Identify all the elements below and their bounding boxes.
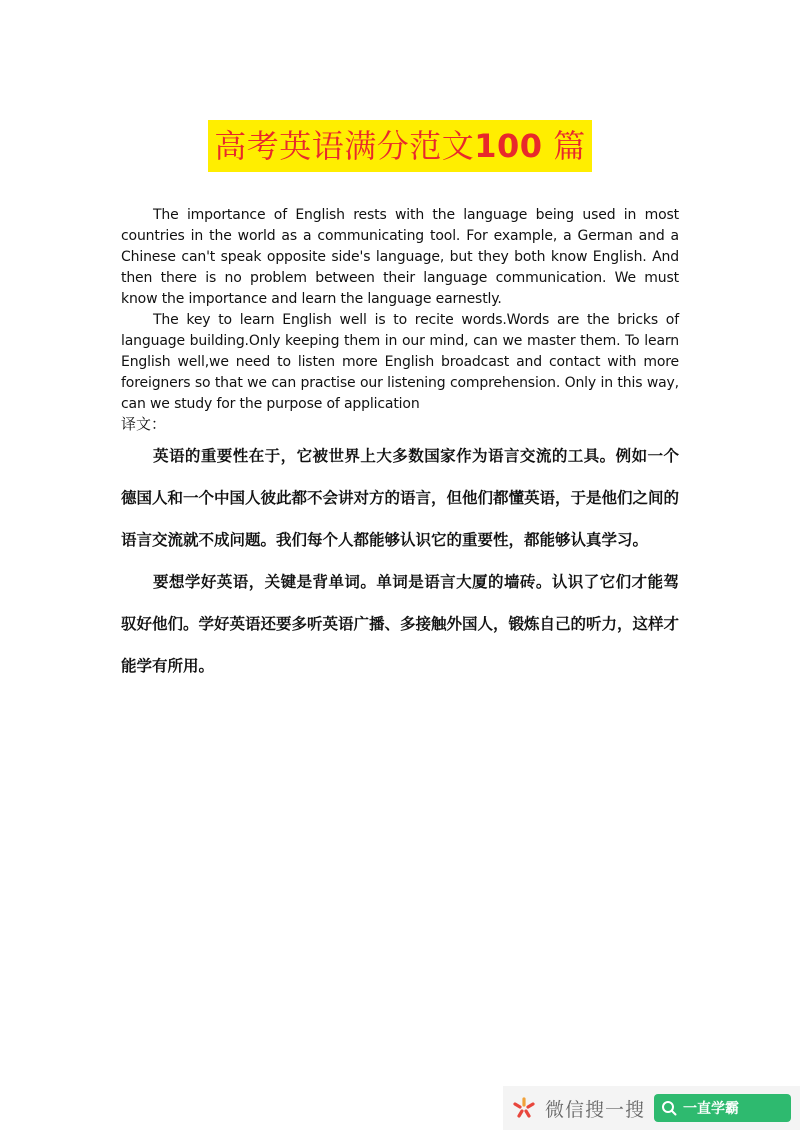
english-essay — [121, 205, 679, 415]
translation-label: 译文： — [121, 415, 167, 433]
title-container — [0, 120, 800, 172]
search-button-label: 一直学霸 — [683, 1101, 739, 1117]
watermark-text: 微信搜一搜 — [545, 1098, 646, 1121]
chinese-translation — [121, 435, 679, 687]
chinese-paragraph: 要想学好英语，关键是背单词。单词是语言大厦的墙砖。认识了它们才能驾驭好他们。学好英语还要多听英语广播、多接触外国人，锻炼自己的听力，这样才能学有所用。 — [121, 572, 680, 675]
chinese-paragraph: 英语的重要性在于，它被世界上大多数国家作为语言交流的工具。例如一个德国人和一个中国人彼此都不会讲对方的语言，但他们都懂英语，于是他们之间的语言交流就不成问题。我们每个人都能够认识它的重要性，都能够认真学习。 — [121, 446, 680, 549]
search-icon — [661, 1100, 677, 1116]
wechat-search-watermark — [503, 1086, 800, 1130]
search-account-button[interactable] — [654, 1094, 791, 1122]
document-title — [208, 120, 592, 172]
title-number: 100 — [474, 127, 543, 165]
wechat-search-logo-icon — [511, 1095, 537, 1121]
title-suffix: 篇 — [553, 127, 586, 165]
english-paragraph: The key to learn English well is to recite words.Words are the bricks of language building.Only keeping them in our mind, can we master them. To learn English well,we need to listen more English broadcast and contact with more foreigners so that we can practise our listening comprehension. Only in this way, can we study for the purpose of application — [121, 312, 679, 412]
english-paragraph: The importance of English rests with the language being used in most countries in the world as a communicating tool. For example, a German and a Chinese can't speak opposite side's language, but they both know English. And then there is no problem between their language communication. We must know the importance and learn the language earnestly. — [121, 207, 679, 307]
title-text: 高考英语满分范文 — [214, 127, 475, 165]
